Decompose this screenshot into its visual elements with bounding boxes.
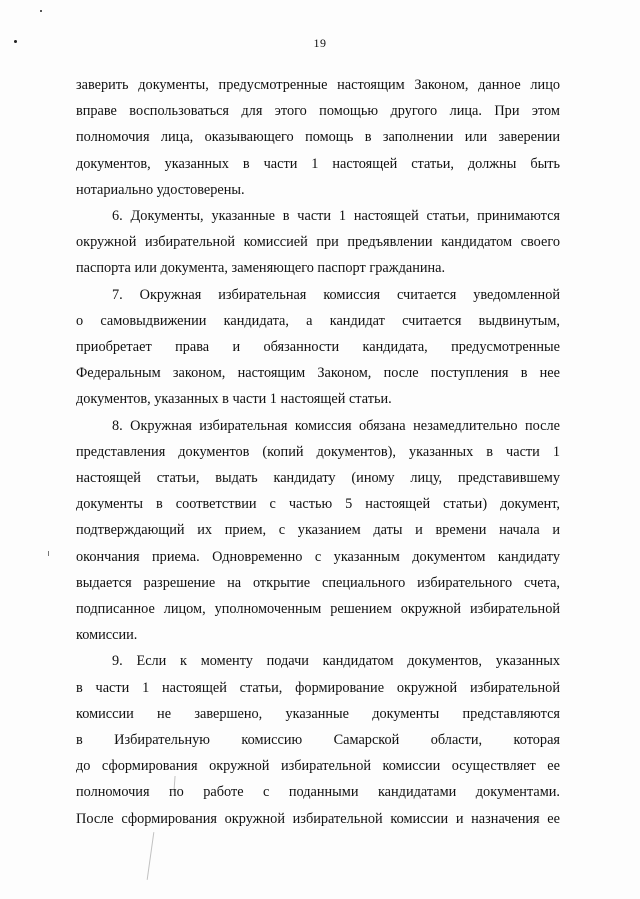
- scan-speck: [48, 551, 49, 556]
- text-line: окончания приема. Одновременно с указанным документом кандидату: [76, 548, 560, 565]
- text-line: заверить документы, предусмотренные настоящим Законом, данное лицо: [76, 77, 560, 93]
- text-line: документы в соответствии с частью 5 настоящей статьи) документ,: [76, 496, 560, 513]
- text-line: комиссии не завершено, указанные документы представляются: [76, 705, 560, 722]
- text-line: представления документов (копий документов), указанных в части 1: [76, 443, 560, 460]
- text-line: 7. Окружная избирательная комиссия считается уведомленной: [112, 286, 560, 303]
- text-line: документов, указанных в части 1 настоящей статьи, должны быть: [76, 155, 560, 172]
- text-line: вправе воспользоваться для этого помощью другого лица. При этом: [76, 103, 560, 120]
- text-line: паспорта или документа, заменяющего паспорт гражданина.: [76, 260, 446, 277]
- page-number: 19: [313, 36, 327, 50]
- scan-speck: [40, 10, 42, 12]
- text-line: полномочия лица, оказывающего помощь в заполнении или заверении: [76, 129, 560, 146]
- paragraph-item-8: [76, 413, 560, 649]
- text-line: подписанное лицом, уполномоченным решением окружной избирательной: [76, 601, 560, 618]
- text-line: документов, указанных в части 1 настоящей статьи.: [76, 391, 392, 408]
- text-line: 8. Окружная избирательная комиссия обязана незамедлительно после: [112, 417, 560, 434]
- paragraph-item-7: [76, 282, 560, 413]
- text-line: подтверждающий их прием, с указанием даты и времени начала и: [76, 522, 560, 539]
- scan-scratch: [147, 832, 155, 880]
- paragraph-item-6: [76, 203, 560, 282]
- text-line: окружной избирательной комиссией при предъявлении кандидатом своего: [76, 234, 560, 251]
- text-line: После сформирования окружной избирательной комиссии и назначения ее: [76, 810, 560, 827]
- text-line: приобретает права и обязанности кандидата, предусмотренные: [76, 339, 560, 356]
- text-line: о самовыдвижении кандидата, а кандидат считается выдвинутым,: [76, 312, 560, 329]
- text-line: полномочия по работе с поданными кандидатами документами.: [76, 784, 560, 801]
- text-line: настоящей статьи, выдать кандидату (иному лицу, представившему: [76, 470, 560, 487]
- text-line: 9. Если к моменту подачи кандидатом документов, указанных: [112, 653, 560, 670]
- text-line: в части 1 настоящей статьи, формирование окружной избирательной: [76, 679, 560, 696]
- paragraph-continuation: [76, 72, 560, 203]
- document-body: [76, 72, 560, 832]
- text-line: Федеральным законом, настоящим Законом, после поступления в нее: [76, 365, 560, 382]
- text-line: комиссии.: [76, 627, 138, 644]
- text-line: 6. Документы, указанные в части 1 настоящей статьи, принимаются: [112, 208, 560, 225]
- paragraph-item-9: [76, 648, 560, 831]
- text-line: нотариально удостоверены.: [76, 181, 245, 198]
- text-line: в Избирательную комиссию Самарской области, которая: [76, 732, 560, 749]
- text-line: до сформирования окружной избирательной комиссии осуществляет ее: [76, 758, 560, 775]
- text-line: выдается разрешение на открытие специального избирательного счета,: [76, 574, 560, 591]
